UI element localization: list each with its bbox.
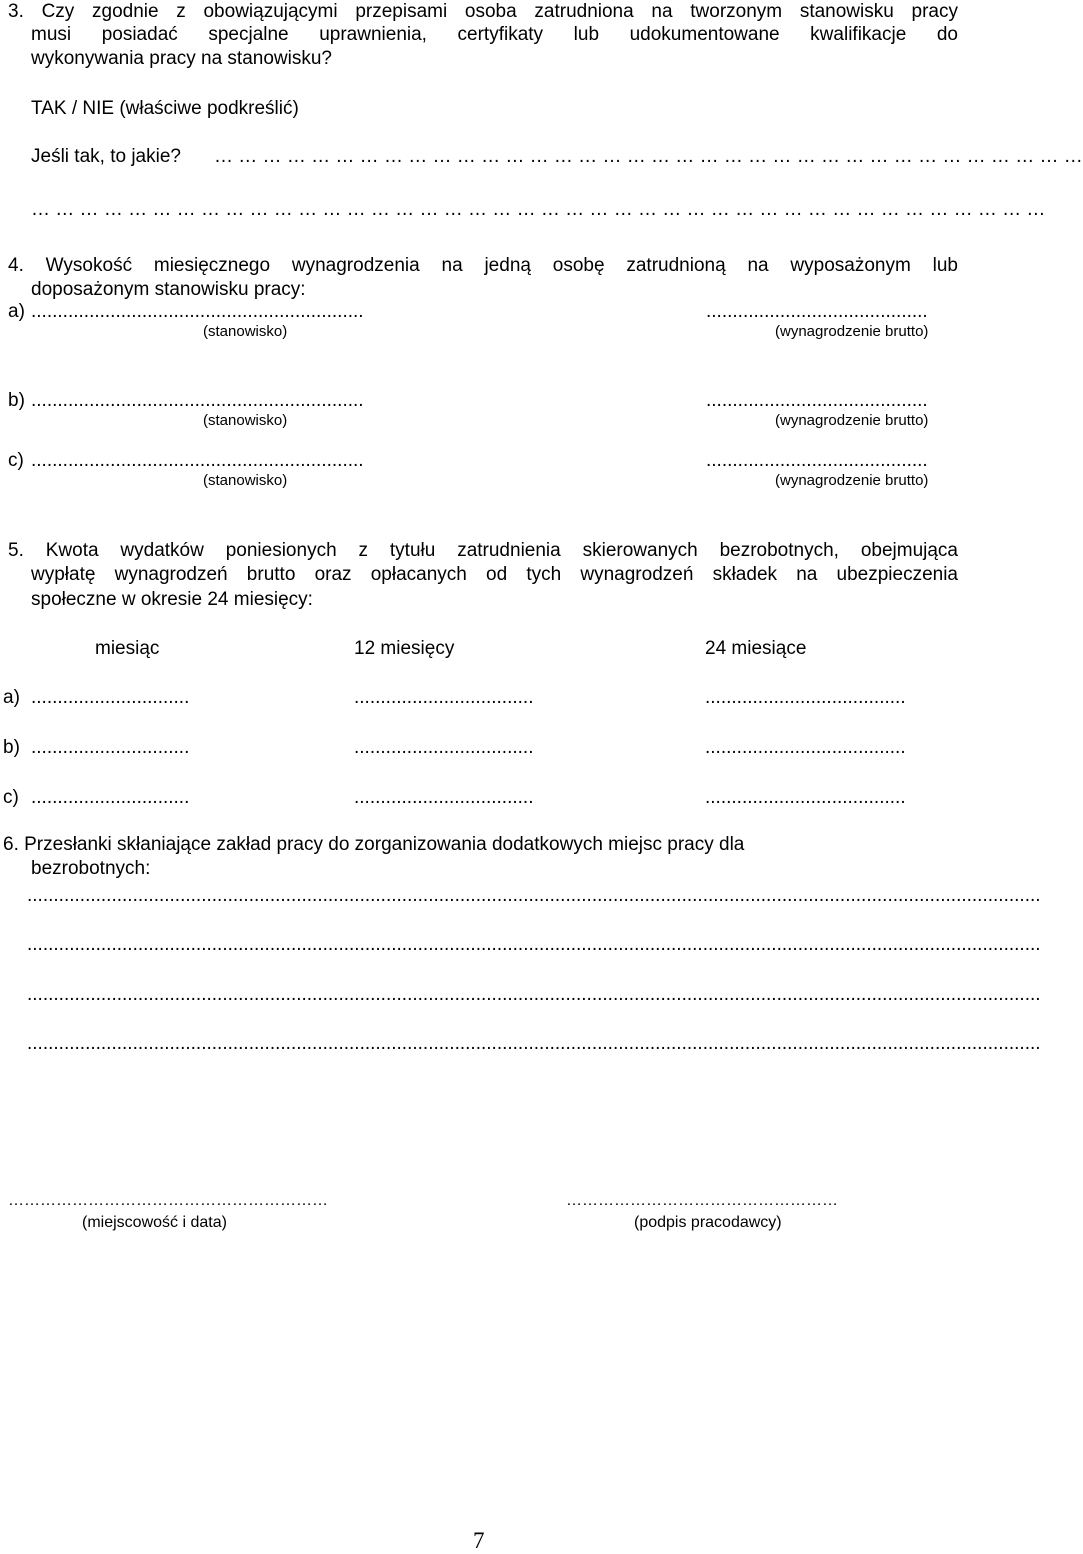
q4-row-c-salary-caption: (wynagrodzenie brutto) [775,472,929,489]
q3-line-2: musi posiadać specjalne uprawnienia, certyfikaty lub udokumentowane kwalifikacje do [31,24,958,45]
q4-row-a-salary-field[interactable]: .......................................... [706,301,928,322]
place-date-field[interactable]: …………………………………………………… [8,1192,328,1209]
employer-signature-field[interactable]: …………………………………………… [566,1192,838,1209]
q5-row-c-month-field[interactable]: .............................. [31,787,190,808]
q4-row-a-position-caption: (stanowisko) [203,323,288,340]
q4-row-a-label: a) [8,301,25,322]
q3-line-3: wykonywania pracy na stanowisku? [31,48,332,69]
q4-row-b-position-field[interactable]: ............................................................... [31,390,364,411]
q6-line-1: 6. Przesłanki skłaniające zakład pracy do zorganizowania dodatkowych miejsc pracy dla [3,834,745,855]
q3-answer-line-2[interactable]: … … … … … … … … … … … … … … … … … … … … … … … … … … … … … … … … … … … … … … … … … … [31,199,1046,220]
q4-row-b-salary-field[interactable]: .......................................... [706,390,928,411]
q5-row-c-24m-field[interactable]: ...................................... [705,787,906,808]
q5-line-3: społeczne w okresie 24 miesięcy: [31,589,313,610]
place-date-caption: (miejscowość i data) [82,1214,227,1231]
q5-header-12-months: 12 miesięcy [354,638,455,659]
q5-row-c-12m-field[interactable]: .................................. [354,787,534,808]
q6-answer-line-1[interactable]: ................................................................................................................................................................................................ [27,885,1041,906]
q4-row-c-position-field[interactable]: ............................................................... [31,450,364,471]
q5-row-a-12m-field[interactable]: .................................. [354,687,534,708]
q6-answer-line-4[interactable]: ................................................................................................................................................................................................ [27,1033,1041,1054]
q6-answer-line-3[interactable]: ................................................................................................................................................................................................ [27,984,1041,1005]
q4-row-c-salary-field[interactable]: .......................................... [706,450,928,471]
q3-if-yes-label: Jeśli tak, to jakie? [31,146,181,167]
q5-row-b-label: b) [3,737,20,758]
q5-line-2: wypłatę wynagrodzeń brutto oraz opłacanych od tych wynagrodzeń składek na ubezpieczenia [31,564,958,585]
q4-row-b-label: b) [8,390,25,411]
q5-row-b-24m-field[interactable]: ...................................... [705,737,906,758]
q5-header-24-months: 24 miesiące [705,638,807,659]
q5-row-b-12m-field[interactable]: .................................. [354,737,534,758]
q5-row-a-month-field[interactable]: .............................. [31,687,190,708]
q5-row-b-month-field[interactable]: .............................. [31,737,190,758]
q4-row-b-position-caption: (stanowisko) [203,412,288,429]
q6-answer-line-2[interactable]: ................................................................................................................................................................................................ [27,934,1041,955]
q4-line-1: 4. Wysokość miesięcznego wynagrodzenia na jedną osobę zatrudnioną na wyposażonym lub [8,255,958,276]
q5-line-1: 5. Kwota wydatków poniesionych z tytułu zatrudnienia skierowanych bezrobotnych, obejmująca [8,540,958,561]
q3-yes-no: TAK / NIE (właściwe podkreślić) [31,98,299,119]
q5-header-month: miesiąc [95,638,160,659]
q5-row-c-label: c) [3,787,19,808]
q4-row-b-salary-caption: (wynagrodzenie brutto) [775,412,929,429]
q5-row-a-24m-field[interactable]: ...................................... [705,687,906,708]
employer-signature-caption: (podpis pracodawcy) [634,1214,782,1231]
q4-row-a-position-field[interactable]: ............................................................... [31,301,364,322]
page-number: 7 [473,1528,485,1553]
q3-line-1: 3. Czy zgodnie z obowiązującymi przepisami osoba zatrudniona na tworzonym stanowisku pracy [8,1,958,22]
q4-row-c-label: c) [8,450,24,471]
q4-line-2: doposażonym stanowisku pracy: [31,279,306,300]
q3-answer-line-1[interactable]: … … … … … … … … … … … … … … … … … … … … … … … … … … … … … … … … … … … … [214,146,1083,167]
q4-row-a-salary-caption: (wynagrodzenie brutto) [775,323,929,340]
q4-row-c-position-caption: (stanowisko) [203,472,288,489]
q6-line-2: bezrobotnych: [31,858,151,879]
q5-row-a-label: a) [3,687,20,708]
